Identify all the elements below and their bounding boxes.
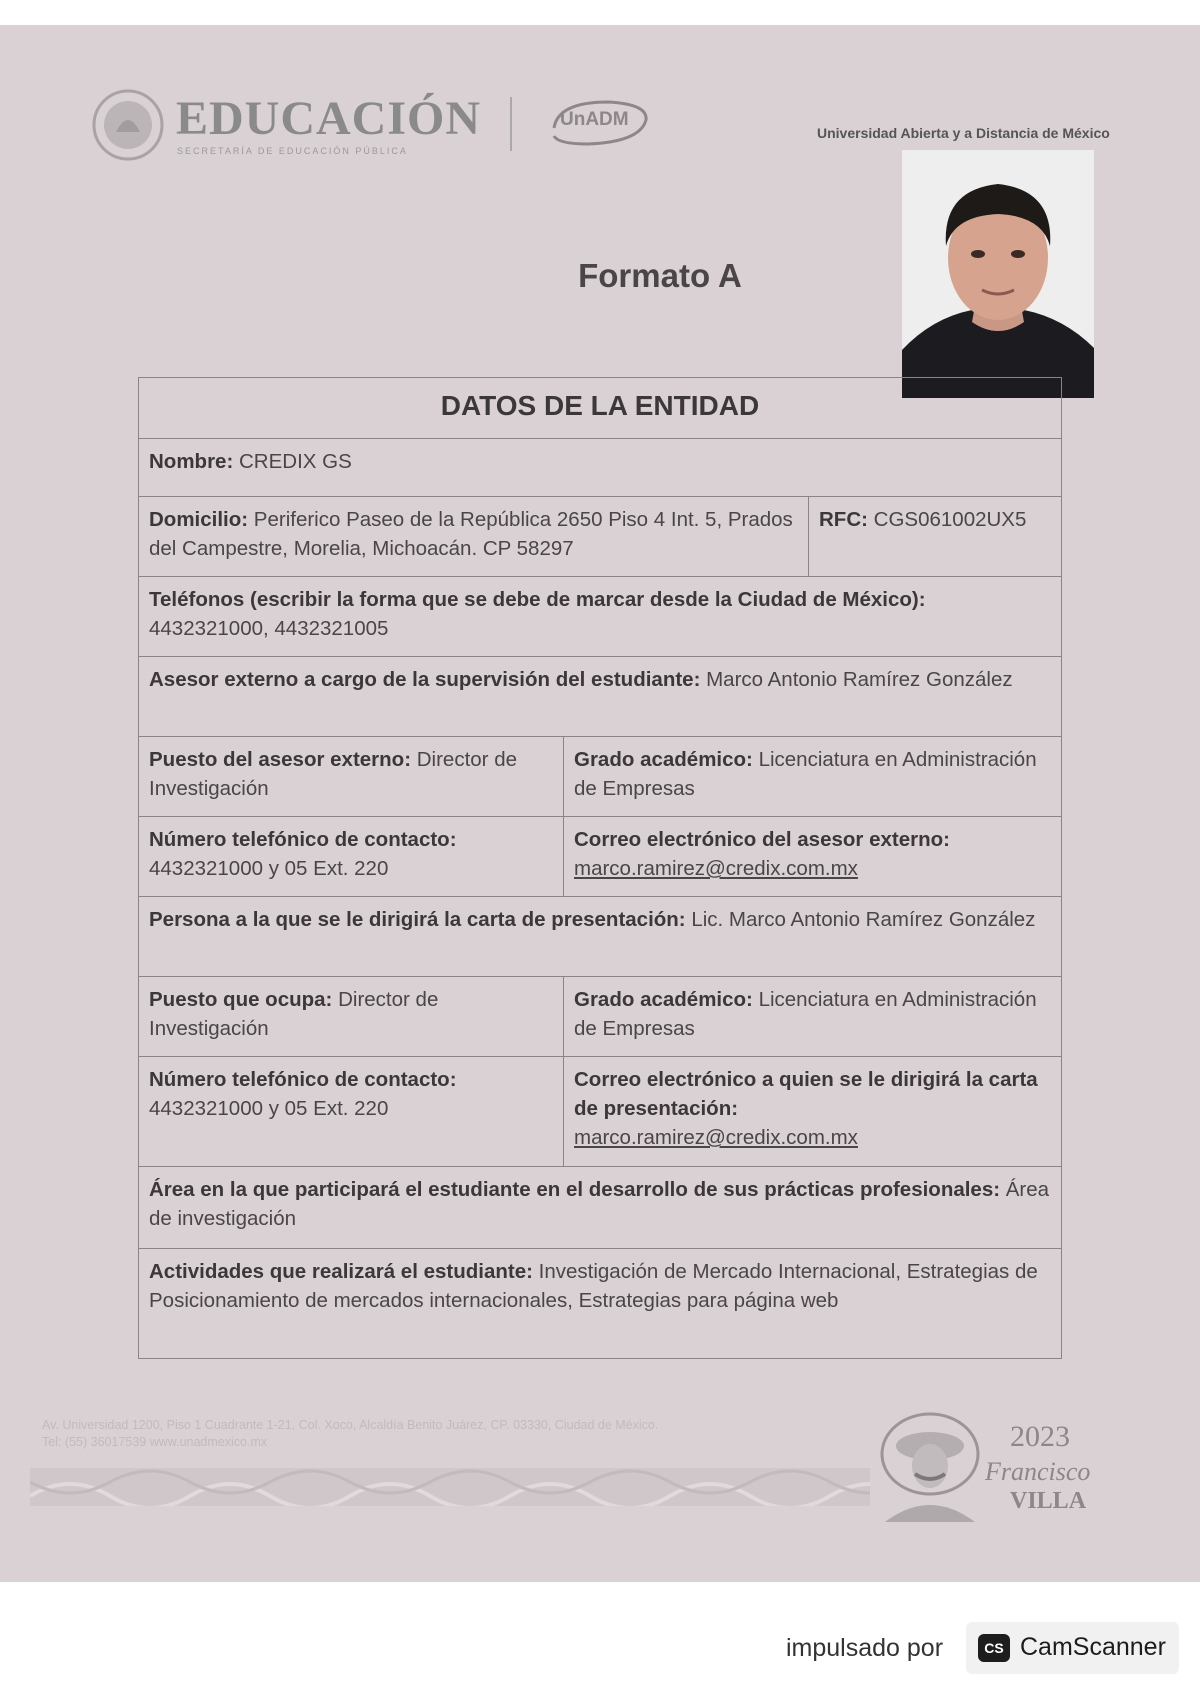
area-value: Área de investigación (149, 1178, 1050, 1230)
nombre-cell (139, 439, 1061, 496)
villa-year: 2023 (1010, 1420, 1070, 1453)
puesto-ocupa-cell (139, 977, 563, 1056)
puesto-ocupa-value: Director de Investigación (149, 988, 439, 1040)
grado-asesor-value: Licenciatura en Administración de Empresas (574, 748, 1037, 800)
table-heading-row (139, 378, 1061, 438)
telefonos-row (139, 576, 1061, 656)
villa-name: VILLA (1010, 1488, 1087, 1514)
address-line-1: Av. Universidad 1200, Piso 1 Cuadrante 1-21, Col. Xoco, Alcaldía Benito Juárez, CP. 03330, Ciudad de México. (42, 1418, 659, 1432)
correo-asesor-link[interactable]: marco.ramirez@credix.com.mx (574, 857, 858, 880)
puesto-asesor-value: Director de Investigación (149, 748, 518, 800)
domicilio-label: Domicilio: (149, 508, 249, 531)
puesto-asesor-cell (139, 737, 563, 816)
nombre-label: Nombre: (149, 450, 234, 473)
domicilio-cell (139, 497, 808, 576)
sep-subtitle: SECRETARÍA DE EDUCACIÓN PÚBLICA (177, 146, 408, 156)
asesor-cell (139, 657, 1061, 736)
contacto-persona-row (139, 1056, 1061, 1166)
camscanner-badge (966, 1622, 1179, 1674)
logo-divider (510, 97, 512, 151)
correo-persona-label: Correo electrónico a quien se le dirigirá la carta de presentación: (574, 1068, 1038, 1120)
area-cell (139, 1167, 1061, 1248)
university-name: Universidad Abierta y a Distancia de México (817, 125, 1110, 141)
puesto-asesor-label: Puesto del asesor externo: (149, 748, 412, 771)
decorative-pattern-band (30, 1468, 870, 1506)
education-logo-text: EDUCACIÓN (176, 92, 482, 145)
persona-value: Lic. Marco Antonio Ramírez González (685, 908, 1036, 931)
unadm-logo (548, 96, 650, 148)
persona-label: Persona a la que se le dirigirá la carta de presentación: (149, 908, 686, 931)
correo-asesor-label: Correo electrónico del asesor externo: (574, 828, 950, 851)
contacto-asesor-row (139, 816, 1061, 896)
rfc-cell (808, 497, 1061, 576)
francisco-villa-logo (875, 1402, 1095, 1530)
grado-persona-value: Licenciatura en Administración de Empresas (574, 988, 1037, 1040)
persona-cell (139, 897, 1061, 976)
powered-by-text: impulsado por (786, 1634, 944, 1662)
entity-data-table (138, 377, 1062, 1359)
tel-asesor-label: Número telefónico de contacto: (149, 828, 457, 851)
puesto-ocupa-label: Puesto que ocupa: (149, 988, 333, 1011)
unadm-logo-text: UnADM (560, 109, 629, 130)
actividades-row (139, 1248, 1061, 1358)
area-label: Área en la que participará el estudiante en el desarrollo de sus prácticas profesionales: (149, 1178, 1001, 1201)
camscanner-logo-icon: CS (978, 1634, 1010, 1662)
domicilio-row (139, 496, 1061, 576)
tel-persona-cell (139, 1057, 563, 1166)
puesto-asesor-row (139, 736, 1061, 816)
asesor-row (139, 656, 1061, 736)
actividades-value: Investigación de Mercado Internacional, Estrategias de Posicionamiento de mercados internacionales, Estrategias para página web (149, 1260, 1038, 1312)
nombre-row (139, 438, 1061, 496)
telefonos-label: Teléfonos (escribir la forma que se debe de marcar desde la Ciudad de México): (149, 588, 926, 611)
grado-persona-label: Grado académico: (574, 988, 753, 1011)
table-heading: DATOS DE LA ENTIDAD (440, 390, 760, 421)
area-row (139, 1166, 1061, 1248)
asesor-value: Marco Antonio Ramírez González (700, 668, 1013, 691)
grado-asesor-label: Grado académico: (574, 748, 753, 771)
correo-persona-cell (563, 1057, 1061, 1166)
tel-persona-label: Número telefónico de contacto: (149, 1068, 457, 1091)
correo-asesor-cell (563, 817, 1061, 896)
asesor-label: Asesor externo a cargo de la supervisión del estudiante: (149, 668, 701, 691)
telefonos-cell (139, 577, 1061, 656)
tel-asesor-value: 4432321000 y 05 Ext. 220 (149, 857, 389, 880)
grado-asesor-cell (563, 737, 1061, 816)
footer-address (42, 1417, 658, 1451)
actividades-cell (139, 1249, 1061, 1358)
mexico-seal-icon (92, 88, 164, 162)
rfc-label: RFC: (819, 508, 868, 531)
address-line-2: Tel: (55) 36017539 www.unadmexico.mx (42, 1435, 268, 1449)
nombre-value: CREDIX GS (233, 450, 352, 473)
tel-persona-value: 4432321000 y 05 Ext. 220 (149, 1097, 389, 1120)
tel-asesor-cell (139, 817, 563, 896)
puesto-persona-row (139, 976, 1061, 1056)
telefonos-value: 4432321000, 4432321005 (149, 617, 389, 640)
grado-persona-cell (563, 977, 1061, 1056)
camscanner-brand: CamScanner (1020, 1633, 1166, 1661)
page-title: Formato A (578, 257, 742, 294)
correo-persona-link[interactable]: marco.ramirez@credix.com.mx (574, 1126, 858, 1149)
domicilio-value: Periferico Paseo de la República 2650 Piso 4 Int. 5, Prados del Campestre, Morelia, Michoacán. CP 58297 (149, 508, 793, 560)
villa-francisco: Francisco (985, 1457, 1091, 1486)
rfc-value: CGS061002UX5 (867, 508, 1027, 531)
persona-row (139, 896, 1061, 976)
actividades-label: Actividades que realizará el estudiante: (149, 1260, 533, 1283)
